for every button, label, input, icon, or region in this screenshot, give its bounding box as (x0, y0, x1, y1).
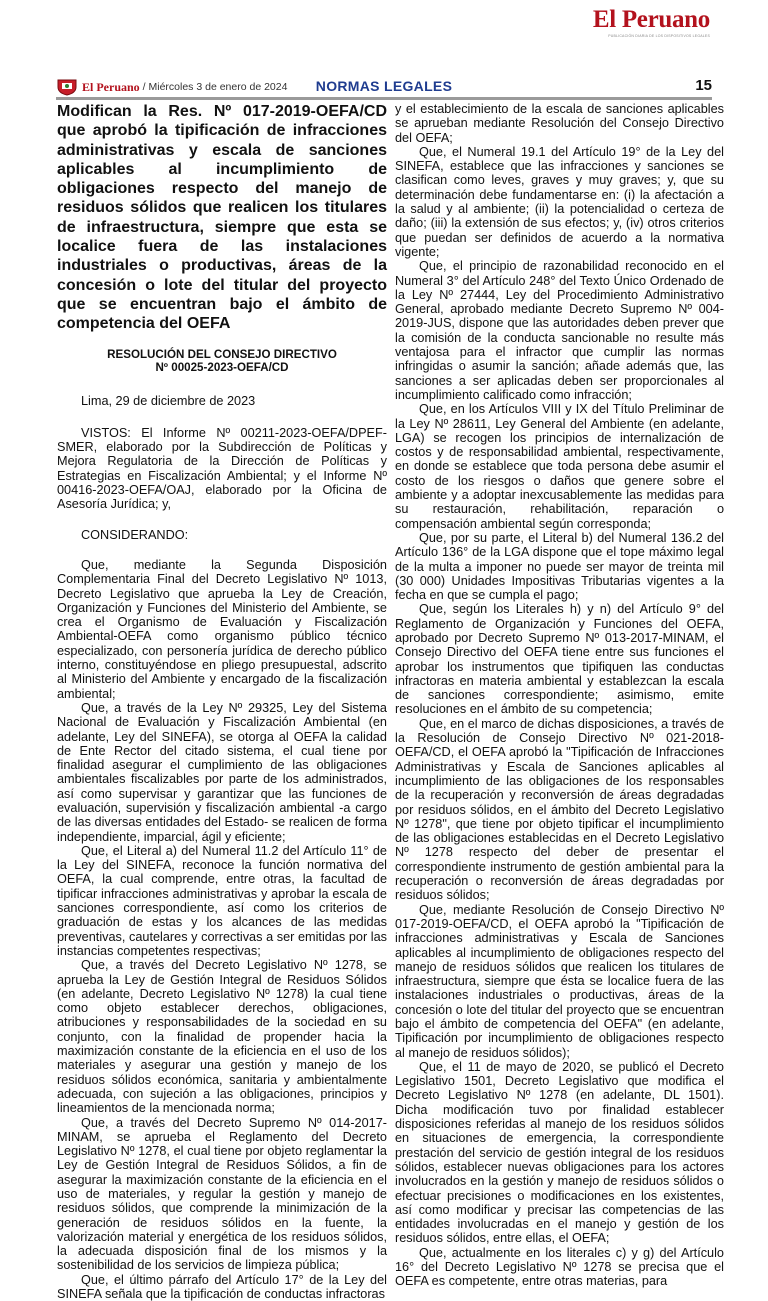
paragraph: Que, mediante la Segunda Disposición Complementaria Final del Decreto Legislativo Nº 1013, Decreto Legislativo que aprueba la Ley de Creación, Organización y Funciones del Ministerio del Ambiente, se crea el Organismo de Evaluación y Fiscalización Ambiental-OEFA como organismo público técnico especializado, con personería jurídica de derecho público interno, constituyéndose en pliego presupuestal, adscrito al Ministerio del Ambiente y encargado de la fiscalización ambiental; (57, 557, 387, 701)
masthead-tagline: PUBLICACIÓN DIARIA DE LOS DISPOSITIVOS LEGALES (608, 34, 710, 38)
paragraph: Que, según los Literales h) y n) del Artículo 9° del Reglamento de Organización y Funciones del OEFA, aprobado por Decreto Supremo Nº 013-2017-MINAM, el Consejo Directivo del OEFA tiene entre sus funciones el aprobar los instrumentos que tipifiquen las conductas infractoras en materia ambiental y establezcan la escala de sanciones correspondiente; asimismo, emite resoluciones en el ámbito de su competencia; (395, 602, 724, 717)
paragraph: Que, a través de la Ley Nº 29325, Ley del Sistema Nacional de Evaluación y Fiscalización Ambiental (en adelante, Ley del SINEFA), se otorga al OEFA la calidad de Ente Rector del citado sistema, el cual tiene por finalidad asegurar el cumplimiento de las obligaciones ambientales fiscalizables por parte de los administrados, así como supervisar y garantizar que las funciones de evaluación, supervisión y fiscalización ambiental -a cargo de las diversas entidades del Estado- se realicen de forma independiente, imparcial, ágil y eficiente; (57, 700, 387, 844)
vistos-paragraph: VISTOS: El Informe Nº 00211-2023-OEFA/DPEF-SMER, elaborado por la Subdirección de Políticas y Mejora Regulatoria de la Dirección de Políticas y Estrategias en Fiscalización Ambiental; y el Informe Nº 00416-2023-OEFA/OAJ, elaborado por la Oficina de Asesoría Jurídica; y, (57, 425, 387, 512)
paragraph: Que, el principio de razonabilidad reconocido en el Numeral 3° del Artículo 248° del Texto Único Ordenado de la Ley Nº 27444, Ley del Procedimiento Administrativo General, aprobado mediante Decreto Supremo Nº 004-2019-JUS, dispone que las autoridades deben prever que la comisión de la conducta sancionable no resulte más ventajosa para el infractor que cumplir las normas infringidas o asumir la sanción; añade además que, las sanciones a ser aplicadas deben ser proporcionales al incumplimiento calificado como infracción; (395, 259, 724, 402)
page-number: 15 (695, 77, 712, 94)
resolution-line-1: RESOLUCIÓN DEL CONSEJO DIRECTIVO (107, 347, 337, 361)
page-header (56, 77, 712, 100)
paragraph: Que, el 11 de mayo de 2020, se publicó el Decreto Legislativo 1501, Decreto Legislativo que modifica el Decreto Legislativo Nº 1278 (en adelante, DL 1501). Dicha modificación tuvo por finalidad establecer disposiciones referidas al manejo de los residuos sólidos en situaciones de emergencia, la correspondiente prestación del servicio de gestión integral de los residuos sólidos, establecer nuevas obligaciones para los actores involucrados en la gestión y manejo de residuos sólidos o efectuar precisiones o modificaciones en los existentes, así como modificar y precisar las competencias de las entidades involucradas en el manejo y gestión de los residuos sólidos, entre ellas, el OEFA; (395, 1059, 724, 1246)
masthead-logo: El Peruano (592, 6, 710, 33)
resolution-number: Nº 00025-2023-OEFA/CD (155, 360, 289, 374)
paragraph: Que, el Literal a) del Numeral 11.2 del Artículo 11° de la Ley del SINEFA, reconoce la función normativa del OEFA, la cual comprende, entre otras, la facultad de tipificar infracciones administrativas y aprobar la escala de sanciones correspondiente, así como los criterios de graduación de estas y los alcances de las medidas preventivas, cautelares y correctivas a ser emitidas por las instancias competentes respectivas; (57, 843, 387, 958)
section-title: NORMAS LEGALES (315, 78, 453, 94)
document-title: Modifican la Res. Nº 017-2019-OEFA/CD que aprobó la tipificación de infracciones administrativas y escala de sanciones aplicables al incumplimiento de obligaciones respecto del manejo de residuos sólidos que realicen los titulares de infraestructura, siempre que esta se localice fuera de las instalaciones industriales o productivas, áreas de la concesión o lote del titular del proyecto que se encuentran bajo el ámbito de competencia del OEFA (57, 103, 387, 333)
issue-date: Lima, 29 de diciembre de 2023 (81, 393, 256, 408)
paragraph: Que, el último párrafo del Artículo 17° de la Ley del SINEFA señala que la tipificación de conductas infractoras (57, 1272, 387, 1301)
header-date: / Miércoles 3 de enero de 2024 (142, 81, 288, 93)
paragraph: Que, mediante Resolución de Consejo Directivo Nº 017-2019-OEFA/CD, el OEFA aprobó la "Tipificación de infracciones administrativas y Escala de Sanciones aplicables al incumplimiento de obligaciones respecto del manejo de residuos sólidos que realicen los titulares de infraestructura, siempre que ésta se localice fuera de las instalaciones industriales o productivas, áreas de la concesión o lote del titular del proyecto que se encuentran bajo el ámbito de competencia del OEFA" (en adelante, Tipificación por incumplimiento de obligaciones respecto al manejo de residuos sólidos); (395, 902, 724, 1060)
paragraph: Que, actualmente en los literales c) y g) del Artículo 16° del Decreto Legislativo Nº 1278 se precisa que el OEFA es competente, entre otras materias, para (395, 1245, 724, 1289)
left-column (57, 102, 387, 1301)
header-brand: El Peruano (82, 79, 140, 94)
resolution-heading (57, 348, 387, 374)
paragraph: Que, el Numeral 19.1 del Artículo 19° de la Ley del SINEFA, establece que las infracciones y sanciones se clasifican como leves, graves y muy graves; y, que su determinación debe fundamentarse en: (i) la afectación a la salud y al ambiente; (ii) la potencialidad o certeza de daño; (iii) la extensión de sus efectos; y, (iv) otros criterios que puedan ser definidos de acuerdo a la normativa vigente; (395, 144, 724, 259)
paragraph: Que, a través del Decreto Legislativo Nº 1278, se aprueba la Ley de Gestión Integral de Residuos Sólidos (en adelante, Decreto Legislativo Nº 1278) la cual tiene como objeto establecer derechos, obligaciones, atribuciones y responsabilidades de la sociedad en su conjunto, con la finalidad de propender hacia la maximización constante de la eficiencia en el uso de los materiales y asegurar una gestión y manejo de los residuos sólidos económica, sanitaria y ambientalmente adecuada, con sujeción a las obligaciones, principios y lineamientos de la mencionada norma; (57, 958, 387, 1116)
paragraph: Que, por su parte, el Literal b) del Numeral 136.2 del Artículo 136° de la LGA dispone que el tope máximo legal de la multa a imponer no puede ser mayor de treinta mil (30 000) Unidades Impositivas Tributarias vigentes a la fecha en que se cumpla el pago; (395, 530, 724, 603)
right-column (395, 102, 724, 1289)
paragraph-continuation: y el establecimiento de la escala de sanciones aplicables se aprueban mediante Resolución del Consejo Directivo del OEFA; (395, 102, 724, 145)
paragraph: Que, en el marco de dichas disposiciones, a través de la Resolución de Consejo Directivo Nº 021-2018-OEFA/CD, el OEFA aprobó la "Tipificación de Infracciones Administrativas y Escala de Sanciones aplicables al incumplimiento de las obligaciones de los responsables de la recuperación y reconversión de áreas degradadas por residuos sólidos, en el ámbito del Decreto Legislativo Nº 1278", que tiene por objeto tipificar el incumplimiento de las obligaciones establecidas en el Decreto Legislativo Nº 1278 respecto del deber de presentar el correspondiente instrumento de gestión ambiental para la recuperación o reconversión de áreas degradadas por residuos sólidos; (395, 716, 724, 903)
paragraph: Que, en los Artículos VIII y IX del Título Preliminar de la Ley Nº 28611, Ley General del Ambiente (en adelante, LGA) se recogen los principios de internalización de costos y de responsabilidad ambiental, respectivamente, en donde se establece que toda persona debe asumir el costo de los riesgos o daños que genere sobre el ambiente y a adoptar inexcusablemente las medidas para su restauración, rehabilitación, reparación o compensación ambiental según corresponda; (395, 402, 724, 531)
paragraph: Que, a través del Decreto Supremo Nº 014-2017-MINAM, se aprueba el Reglamento del Decreto Legislativo Nº 1278, el cual tiene por objeto reglamentar la Ley de Gestión Integral de Residuos Sólidos, a fin de asegurar la maximización constante de la eficiencia en el uso de materiales, y regular la gestión y manejo de residuos sólidos, que comprende la minimización de la generación de residuos sólidos en la fuente, la valorización material y energética de los residuos sólidos, la adecuada disposición final de los mismos y la sostenibilidad de los servicios de limpieza pública; (57, 1115, 387, 1273)
considerando-heading: CONSIDERANDO: (81, 527, 189, 542)
